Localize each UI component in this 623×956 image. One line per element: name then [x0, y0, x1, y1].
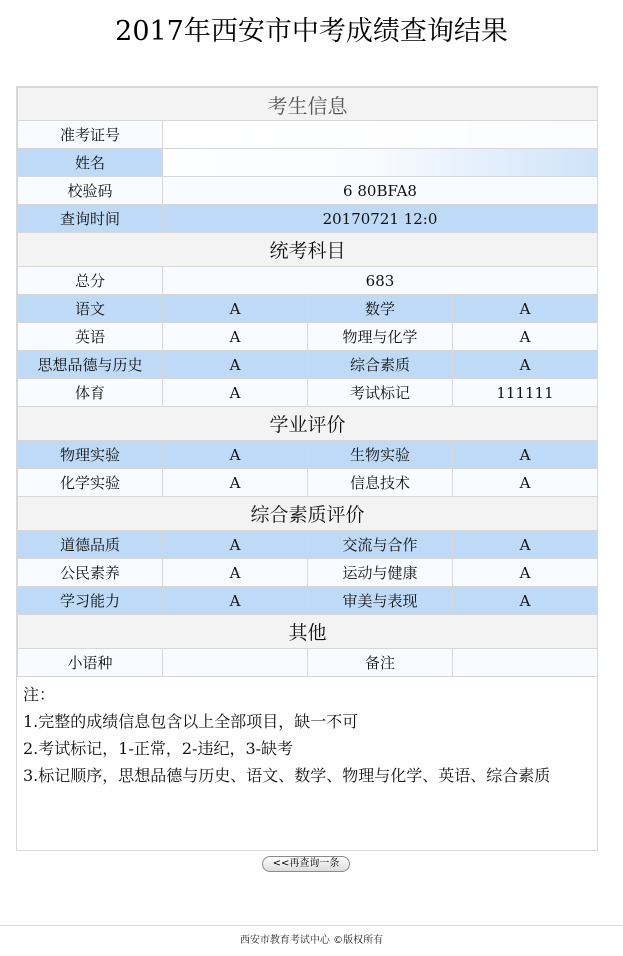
- candidate-info-header-row: [18, 88, 598, 121]
- other-title: 其他: [18, 615, 598, 649]
- subject-label: 道德品质: [18, 531, 163, 559]
- score-row: [18, 441, 598, 469]
- grade-value: A: [453, 469, 598, 497]
- academic-evaluation-header-row: [18, 407, 598, 441]
- subject-label: 体育: [18, 379, 163, 407]
- grade-value: A: [453, 351, 598, 379]
- candidate-info-title: 考生信息: [18, 88, 598, 121]
- other-row: [18, 649, 598, 677]
- check-code-value: 6 80BFA8: [163, 177, 598, 205]
- notes-heading: 注：: [23, 685, 56, 704]
- results-frame: [16, 86, 598, 851]
- footer-copyright: 西安市教育考试中心 ©版权所有: [239, 935, 384, 946]
- subject-label: 信息技术: [308, 469, 453, 497]
- remarks-label: 备注: [308, 649, 453, 677]
- exam-number-row: [18, 121, 598, 149]
- notes-section: [17, 677, 597, 789]
- subject-label: 综合素质: [308, 351, 453, 379]
- name-row: [18, 149, 598, 177]
- grade-value: A: [163, 441, 308, 469]
- note-item: 1.完整的成绩信息包含以上全部项目，缺一不可: [23, 712, 359, 731]
- footer-divider: [0, 925, 623, 926]
- subject-label: 化学实验: [18, 469, 163, 497]
- grade-value: A: [453, 531, 598, 559]
- query-time-label: 查询时间: [18, 205, 163, 233]
- score-row: [18, 379, 598, 407]
- name-value: [163, 149, 598, 177]
- note-item: 3.标记顺序，思想品德与历史、语文、数学、物理与化学、英语、综合素质: [23, 766, 551, 785]
- query-time-value: 20170721 12:0: [163, 205, 598, 233]
- total-score-row: [18, 267, 598, 295]
- subject-label: 数学: [308, 295, 453, 323]
- grade-value: A: [453, 587, 598, 615]
- query-time-row: [18, 205, 598, 233]
- privacy-mask: [163, 149, 597, 176]
- subject-label: 交流与合作: [308, 531, 453, 559]
- subject-label: 考试标记: [308, 379, 453, 407]
- minor-language-label: 小语种: [18, 649, 163, 677]
- grade-value: A: [163, 379, 308, 407]
- grade-value: A: [453, 295, 598, 323]
- page-title: 2017年西安市中考成绩查询结果: [115, 16, 508, 47]
- subject-label: 生物实验: [308, 441, 453, 469]
- score-table: [17, 87, 598, 677]
- grade-value: A: [163, 323, 308, 351]
- total-score-value: 683: [163, 267, 598, 295]
- subject-label: 物理实验: [18, 441, 163, 469]
- score-row: [18, 587, 598, 615]
- requery-button[interactable]: <<再查询一条: [262, 856, 350, 872]
- subject-label: 公民素养: [18, 559, 163, 587]
- quality-evaluation-title: 综合素质评价: [18, 497, 598, 531]
- minor-language-value: [163, 649, 308, 677]
- subject-label: 思想品德与历史: [18, 351, 163, 379]
- subject-label: 审美与表现: [308, 587, 453, 615]
- subject-label: 语文: [18, 295, 163, 323]
- quality-evaluation-header-row: [18, 497, 598, 531]
- exam-mark-value: 111111: [453, 379, 598, 407]
- grade-value: A: [163, 559, 308, 587]
- note-item: 2.考试标记，1-正常，2-违纪，3-缺考: [23, 739, 294, 758]
- name-label: 姓名: [18, 149, 163, 177]
- grade-value: A: [453, 441, 598, 469]
- score-row: [18, 351, 598, 379]
- grade-value: A: [453, 323, 598, 351]
- grade-value: A: [163, 469, 308, 497]
- unified-subjects-title: 统考科目: [18, 233, 598, 267]
- score-row: [18, 559, 598, 587]
- academic-evaluation-title: 学业评价: [18, 407, 598, 441]
- grade-value: A: [453, 559, 598, 587]
- grade-value: A: [163, 295, 308, 323]
- subject-label: 学习能力: [18, 587, 163, 615]
- subject-label: 英语: [18, 323, 163, 351]
- score-row: [18, 531, 598, 559]
- subject-label: 运动与健康: [308, 559, 453, 587]
- subject-label: 物理与化学: [308, 323, 453, 351]
- check-code-row: [18, 177, 598, 205]
- grade-value: A: [163, 531, 308, 559]
- exam-number-value: [163, 121, 598, 149]
- grade-value: A: [163, 587, 308, 615]
- privacy-mask: [163, 121, 597, 148]
- grade-value: A: [163, 351, 308, 379]
- remarks-value: [453, 649, 598, 677]
- score-row: [18, 323, 598, 351]
- score-row: [18, 295, 598, 323]
- score-row: [18, 469, 598, 497]
- exam-number-label: 准考证号: [18, 121, 163, 149]
- check-code-label: 校验码: [18, 177, 163, 205]
- total-score-label: 总分: [18, 267, 163, 295]
- unified-subjects-header-row: [18, 233, 598, 267]
- other-header-row: [18, 615, 598, 649]
